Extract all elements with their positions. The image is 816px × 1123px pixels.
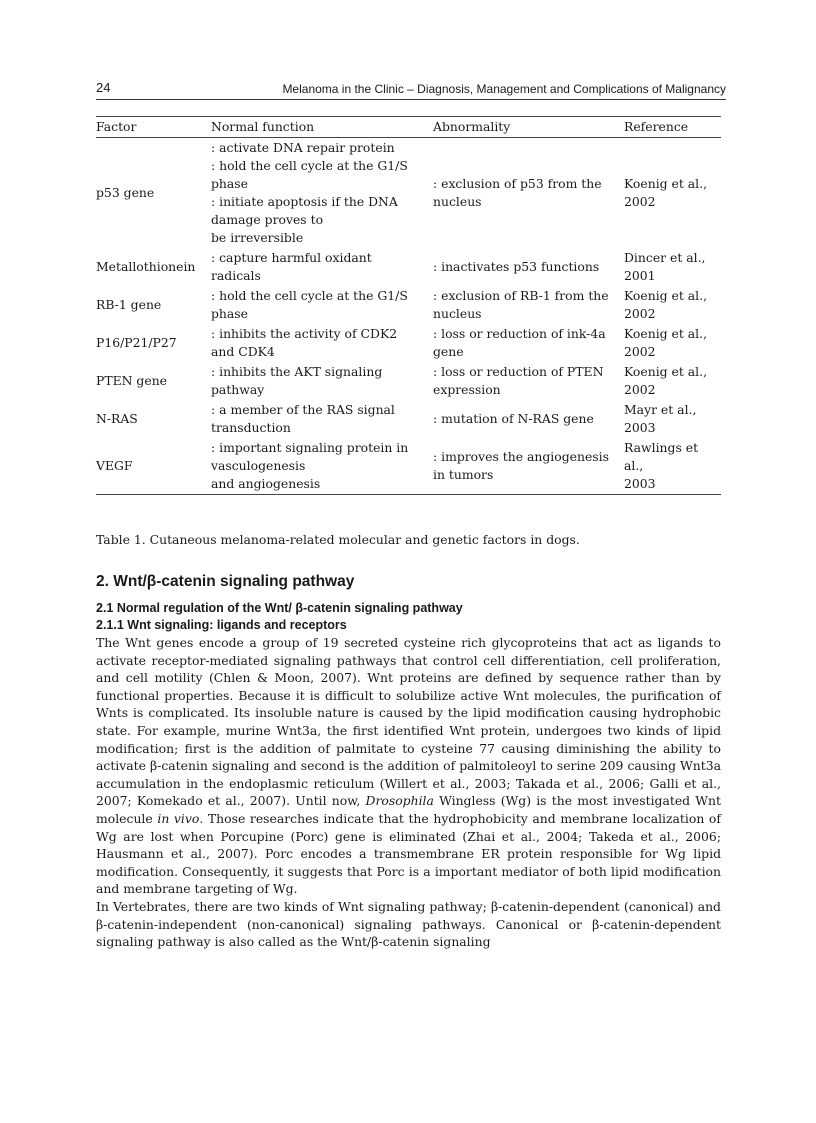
- table-row: [96, 400, 721, 438]
- abnormality-cell: : improves the angiogenesis in tumors: [433, 449, 609, 482]
- normal-function-cell: : capture harmful oxidant radicals: [211, 250, 372, 283]
- reference-cell: Koenig et al., 2002: [624, 326, 708, 359]
- factor-cell: N-RAS: [96, 411, 138, 426]
- normal-function-cell: : important signaling protein in vasculogenesis and angiogenesis: [211, 440, 409, 491]
- normal-function-cell: : inhibits the AKT signaling pathway: [211, 364, 383, 397]
- italic-term: Drosophila: [365, 793, 434, 809]
- column-header: Reference: [624, 119, 689, 134]
- column-header: Normal function: [211, 119, 315, 134]
- reference-cell: Dincer et al., 2001: [624, 250, 706, 283]
- abnormality-cell: : loss or reduction of ink-4a gene: [433, 326, 606, 359]
- running-title: Melanoma in the Clinic – Diagnosis, Management and Complications of Malignancy: [282, 82, 726, 96]
- subsection-title: 2.1 Normal regulation of the Wnt/ β-catenin signaling pathway: [96, 601, 463, 615]
- reference-cell: Koenig et al., 2002: [624, 176, 708, 209]
- paragraph-text: . Those researches indicate that the hydrophobicity and membrane localization of Wg are lost when Porcupine (Porc) gene is eliminated (Zhai et al., 2004; Takeda et al., 2006; Hausmann et al., 2007). Porc encodes a transmembrane ER protein responsible for Wg lipid modification. Consequently, it suggests that Porc is a important mediator of both lipid modification and membrane targeting of Wg.: [96, 810, 721, 897]
- column-header: Abnormality: [433, 119, 511, 134]
- subsubsection-title: 2.1.1 Wnt signaling: ligands and receptors: [96, 618, 347, 632]
- reference-cell: Mayr et al., 2003: [624, 402, 697, 435]
- section-title: 2. Wnt/β-catenin signaling pathway: [96, 573, 355, 590]
- factor-cell: P16/P21/P27: [96, 335, 177, 350]
- table-row: [96, 438, 721, 495]
- reference-cell: Koenig et al., 2002: [624, 364, 708, 397]
- paragraph: [96, 634, 721, 898]
- normal-function-cell: : hold the cell cycle at the G1/S phase: [211, 288, 408, 321]
- table-row: [96, 324, 721, 362]
- factor-cell: p53 gene: [96, 185, 155, 200]
- body-text: [96, 634, 721, 951]
- table-caption: Table 1. Cutaneous melanoma-related molecular and genetic factors in dogs.: [96, 532, 580, 547]
- factor-cell: PTEN gene: [96, 373, 168, 388]
- column-header: Factor: [96, 119, 137, 134]
- table-header-row: [96, 117, 721, 138]
- abnormality-cell: : mutation of N-RAS gene: [433, 411, 594, 426]
- factor-cell: VEGF: [96, 458, 133, 473]
- reference-cell: Rawlings et al., 2003: [624, 440, 699, 491]
- italic-term: in vivo: [157, 810, 200, 826]
- paragraph: In Vertebrates, there are two kinds of Wnt signaling pathway; β-catenin-dependent (canonical) and β-catenin-independent (non-canonical) signaling pathways. Canonical or β-catenin-dependent signaling pathway is also called as the Wnt/β-catenin signaling: [96, 898, 721, 950]
- table-row: [96, 248, 721, 286]
- factor-cell: Metallothionein: [96, 259, 196, 274]
- paragraph-text: Wingless (Wg) is the most investigated Wnt molecule: [96, 793, 721, 826]
- table-row: [96, 362, 721, 400]
- normal-function-cell: : inhibits the activity of CDK2 and CDK4: [211, 326, 398, 359]
- abnormality-cell: : inactivates p53 functions: [433, 259, 600, 274]
- running-header: [96, 79, 726, 100]
- factor-cell: RB-1 gene: [96, 297, 162, 312]
- page-number: 24: [96, 80, 111, 95]
- paragraph-text: The Wnt genes encode a group of 19 secreted cysteine rich glycoproteins that act as ligands to activate receptor-mediated signaling pathways that control cell differentiation, cell proliferation, and cell motility (Chlen & Moon, 2007). Wnt proteins are defined by sequence rather than by functional properties. Because it is difficult to solubilize active Wnt molecules, the purification of Wnts is complicated. Its insoluble nature is caused by the lipid modification causing hydrophobic state. For example, murine Wnt3a, the first identified Wnt protein, undergoes two kinds of lipid modification; first is the addition of palmitate to cysteine 77 causing diminishing the ability to activate β-catenin signaling and second is the addition of palmitoleoyl to serine 209 causing Wnt3a accumulation in the endoplasmic reticulum (Willert et al., 2003; Takada et al., 2006; Galli et al., 2007; Komekado et al., 2007). Until now,: [96, 635, 721, 809]
- abnormality-cell: : exclusion of RB-1 from the nucleus: [433, 288, 609, 321]
- abnormality-cell: : exclusion of p53 from the nucleus: [433, 176, 602, 209]
- table-row: [96, 286, 721, 324]
- table-row: [96, 138, 721, 249]
- normal-function-cell: : activate DNA repair protein : hold the cell cycle at the G1/S phase : initiate apoptosis if the DNA damage proves to be irreversible: [211, 140, 408, 245]
- normal-function-cell: : a member of the RAS signal transduction: [211, 402, 395, 435]
- abnormality-cell: : loss or reduction of PTEN expression: [433, 364, 604, 397]
- factors-table: [96, 116, 721, 495]
- reference-cell: Koenig et al., 2002: [624, 288, 708, 321]
